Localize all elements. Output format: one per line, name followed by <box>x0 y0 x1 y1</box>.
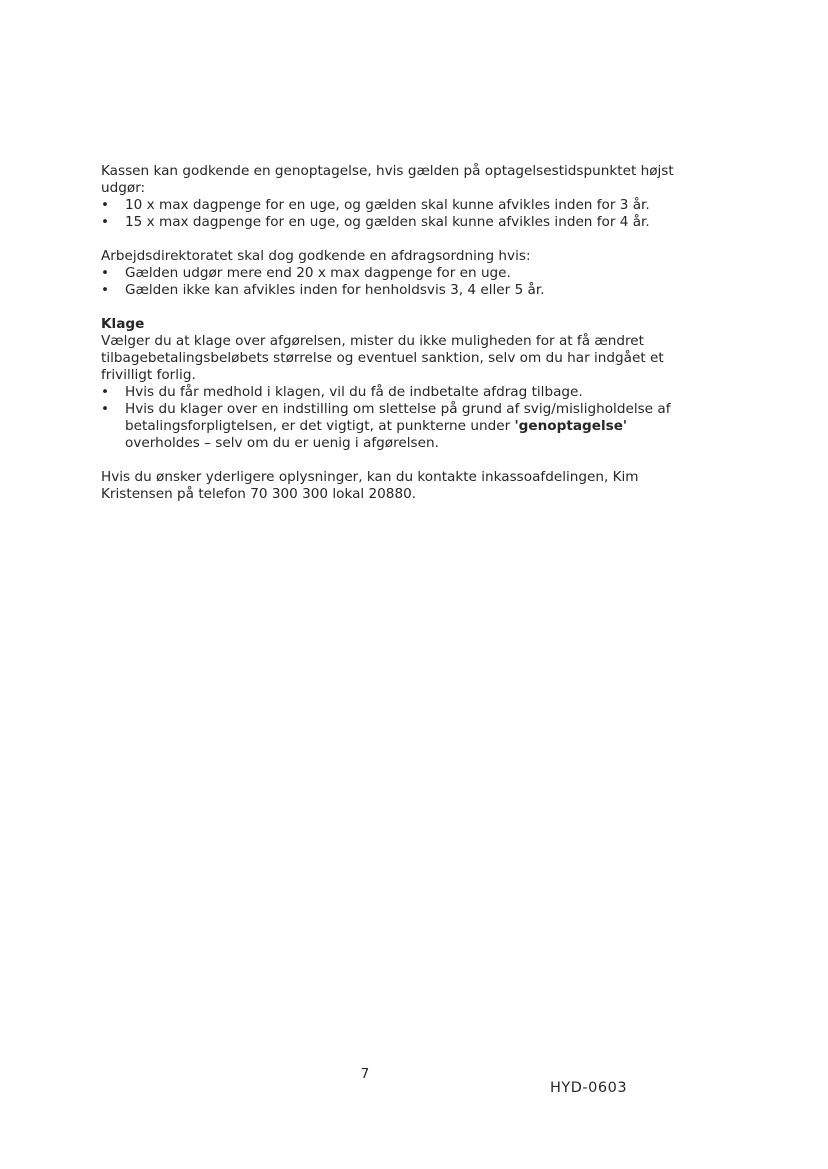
contact-text: Hvis du ønsker yderligere oplysninger, kan du kontakte inkassoafdelingen, Kim Kristensen på telefon 70 300 300 lokal 20880. <box>101 469 639 502</box>
list-item <box>101 197 701 214</box>
spacer <box>101 299 701 316</box>
resumption-list <box>101 197 701 231</box>
document-body <box>101 163 701 503</box>
bullet-icon: • <box>101 282 110 298</box>
list-item-text: 10 x max dagpenge for en uge, og gælden skal kunne afvikles inden for 3 år. <box>125 197 650 213</box>
list-item <box>101 282 701 299</box>
emphasis-genoptagelse: 'genoptagelse' <box>514 418 628 434</box>
list-item <box>101 214 701 231</box>
page-number: 7 <box>360 1066 370 1082</box>
complaint-text: Vælger du at klage over afgørelsen, mister du ikke muligheden for at få ændret tilbagebetalingsbeløbets størrelse og eventuel sanktion, selv om du har indgået et frivilligt forlig. <box>101 333 664 383</box>
resumption-intro: Kassen kan godkende en genoptagelse, hvis gælden på optagelsestidspunktet højst udgør: <box>101 163 674 196</box>
spacer <box>101 231 701 248</box>
list-item <box>101 265 701 282</box>
list-item <box>101 384 701 401</box>
bullet-icon: • <box>101 197 110 213</box>
list-item-text-start: Hvis du klager over en indstilling om slettelse på grund af svig/misligholdelse af betalingsforpligtelsen, er det vigtigt, at punkterne under <box>125 401 671 434</box>
directorate-list <box>101 265 701 299</box>
list-item-text: Gælden udgør mere end 20 x max dagpenge for en uge. <box>125 265 511 281</box>
spacer <box>101 452 701 469</box>
list-item-text-end: overholdes – selv om du er uenig i afgørelsen. <box>125 435 439 451</box>
list-item-text: Hvis du får medhold i klagen, vil du få de indbetalte afdrag tilbage. <box>125 384 583 400</box>
list-item-text: 15 x max dagpenge for en uge, og gælden skal kunne afvikles inden for 4 år. <box>125 214 650 230</box>
bullet-icon: • <box>101 384 110 400</box>
bullet-icon: • <box>101 214 110 230</box>
directorate-intro: Arbejdsdirektoratet skal dog godkende en afdragsordning hvis: <box>101 248 531 264</box>
bullet-icon: • <box>101 401 110 417</box>
complaint-heading: Klage <box>101 316 145 332</box>
list-item-text: Gælden ikke kan afvikles inden for henholdsvis 3, 4 eller 5 år. <box>125 282 545 298</box>
bullet-icon: • <box>101 265 110 281</box>
complaint-list <box>101 384 701 452</box>
list-item <box>101 401 701 452</box>
document-code: HYD-0603 <box>550 1080 628 1096</box>
list-item-text <box>125 401 670 451</box>
